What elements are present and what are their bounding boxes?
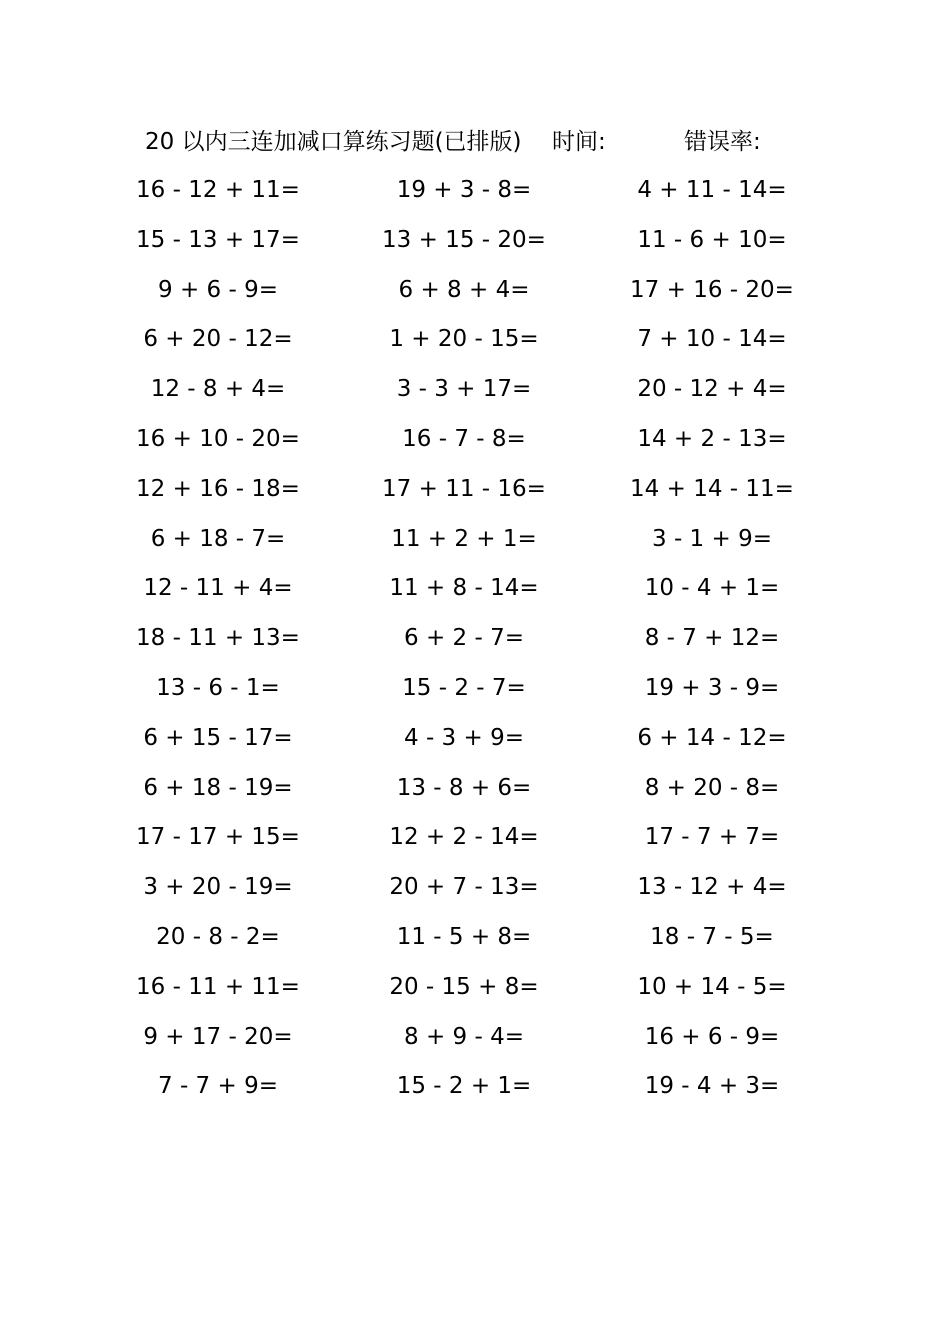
problem-item: 1 + 20 - 15= — [389, 326, 539, 353]
problem-item: 16 - 12 + 11= — [136, 177, 300, 203]
problem-row — [0, 917, 950, 967]
problem-item: 20 - 12 + 4= — [637, 376, 787, 403]
problem-row — [0, 668, 950, 718]
problem-item: 11 + 8 - 14= — [389, 575, 539, 602]
problem-item: 15 - 2 - 7= — [402, 674, 526, 701]
problem-row — [0, 817, 950, 867]
problem-row — [0, 768, 950, 818]
problem-row — [0, 1017, 950, 1067]
problem-item: 8 + 9 - 4= — [404, 1023, 524, 1050]
problem-item: 20 - 8 - 2= — [156, 923, 280, 950]
problem-item: 20 + 7 - 13= — [389, 874, 539, 901]
problem-item: 18 - 11 + 13= — [136, 625, 300, 652]
problem-item: 15 - 13 + 17= — [136, 226, 300, 253]
problem-row — [0, 967, 950, 1017]
problem-row — [0, 270, 950, 320]
time-label: 时间: — [552, 129, 606, 155]
problem-item: 13 - 6 - 1= — [156, 674, 280, 701]
problem-item: 3 + 20 - 19= — [143, 874, 293, 901]
problem-item: 12 - 8 + 4= — [150, 376, 286, 403]
problem-row — [0, 568, 950, 618]
problem-item: 15 - 2 + 1= — [396, 1073, 532, 1100]
problem-item: 11 - 5 + 8= — [396, 923, 532, 950]
problem-item: 19 + 3 - 9= — [644, 674, 780, 701]
problem-row — [0, 1066, 950, 1116]
problem-item: 8 - 7 + 12= — [644, 625, 780, 652]
problem-item: 6 + 18 - 19= — [143, 774, 293, 801]
problem-item: 17 - 17 + 15= — [136, 824, 300, 851]
problem-item: 11 - 6 + 10= — [637, 226, 787, 253]
problem-grid — [0, 170, 950, 1116]
problem-item: 19 - 4 + 3= — [644, 1073, 780, 1100]
problem-item: 17 + 11 - 16= — [382, 475, 546, 502]
worksheet-header — [0, 124, 950, 160]
problem-item: 14 + 2 - 13= — [637, 425, 787, 452]
problem-row — [0, 718, 950, 768]
problem-item: 16 + 10 - 20= — [136, 425, 300, 452]
problem-item: 16 - 7 - 8= — [402, 425, 526, 452]
problem-item: 16 + 6 - 9= — [644, 1023, 780, 1050]
problem-row — [0, 618, 950, 668]
problem-item: 9 + 17 - 20= — [143, 1023, 293, 1050]
worksheet-title: 20 以内三连加减口算练习题(已排版) — [145, 129, 522, 155]
problem-row — [0, 369, 950, 419]
problem-row — [0, 519, 950, 569]
problem-item: 4 - 3 + 9= — [404, 724, 524, 751]
problem-item: 6 + 20 - 12= — [143, 326, 293, 353]
problem-row — [0, 469, 950, 519]
problem-row — [0, 220, 950, 270]
problem-item: 20 - 15 + 8= — [389, 973, 539, 1000]
problem-item: 19 + 3 - 8= — [396, 177, 532, 203]
problem-item: 3 - 1 + 9= — [652, 525, 772, 552]
problem-item: 16 - 11 + 11= — [136, 973, 300, 1000]
problem-item: 17 + 16 - 20= — [630, 276, 794, 303]
problem-item: 10 - 4 + 1= — [644, 575, 780, 602]
problem-item: 6 + 8 + 4= — [398, 276, 530, 303]
problem-item: 14 + 14 - 11= — [630, 475, 794, 502]
problem-item: 7 + 10 - 14= — [637, 326, 787, 353]
problem-item: 12 - 11 + 4= — [143, 575, 293, 602]
problem-item: 4 + 11 - 14= — [637, 177, 787, 203]
problem-row — [0, 419, 950, 469]
problem-item: 13 - 12 + 4= — [637, 874, 787, 901]
problem-item: 10 + 14 - 5= — [637, 973, 787, 1000]
problem-item: 12 + 16 - 18= — [136, 475, 300, 502]
problem-item: 11 + 2 + 1= — [391, 525, 537, 552]
problem-item: 3 - 3 + 17= — [396, 376, 532, 403]
problem-row — [0, 867, 950, 917]
problem-item: 7 - 7 + 9= — [158, 1073, 278, 1100]
problem-item: 12 + 2 - 14= — [389, 824, 539, 851]
problem-item: 6 + 18 - 7= — [150, 525, 286, 552]
problem-item: 13 - 8 + 6= — [396, 774, 532, 801]
error-rate-label: 错误率: — [684, 129, 761, 155]
problem-item: 8 + 20 - 8= — [644, 774, 780, 801]
problem-item: 17 - 7 + 7= — [644, 824, 780, 851]
problem-item: 6 + 2 - 7= — [404, 625, 524, 652]
problem-item: 6 + 15 - 17= — [143, 724, 293, 751]
problem-row — [0, 319, 950, 369]
problem-item: 6 + 14 - 12= — [637, 724, 787, 751]
problem-item: 9 + 6 - 9= — [158, 276, 278, 303]
problem-item: 18 - 7 - 5= — [650, 923, 774, 950]
problem-item: 13 + 15 - 20= — [382, 226, 546, 253]
problem-row — [0, 170, 950, 220]
